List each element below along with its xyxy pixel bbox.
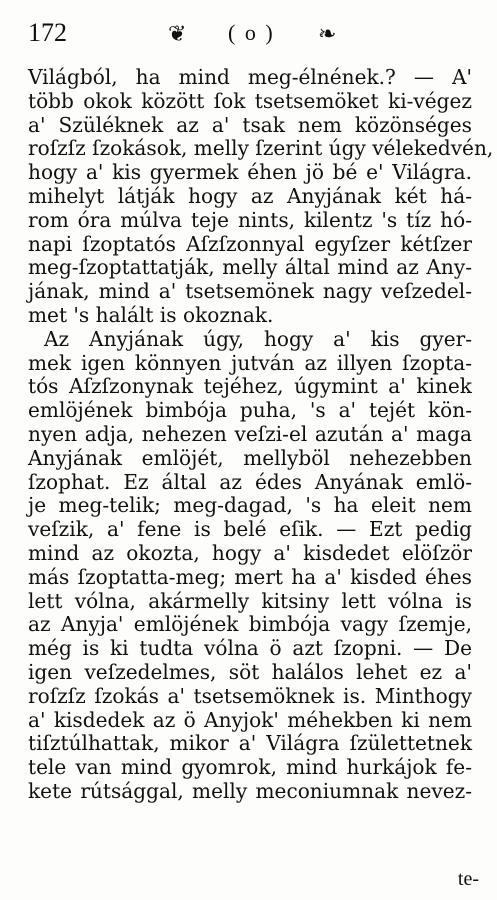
text-line: lett vólna, akármelly kitsiny lett vólna is — [28, 588, 472, 613]
ornament-right-icon: ❧ — [318, 22, 337, 47]
text-line: a' kisdedek az ö Anyjok' méhekben ki nem — [28, 707, 472, 732]
text-line: tele van mind gyomrok, mind hurkájok fe- — [28, 755, 472, 780]
signature-mark: ( o ) — [228, 20, 275, 45]
text-line: tiſztúlhattak, mikor a' Világra ſzülettetnek — [28, 731, 472, 756]
text-line: met 's halált is okoznak. — [28, 302, 274, 327]
text-line: a' Szüléknek az a' tsak nem közönséges — [28, 112, 472, 137]
text-line: nyen adja, nehezen veſzi-el azután a' maga — [28, 421, 472, 446]
page-number: 172 — [28, 18, 67, 47]
paragraph-start-line: Az Anyjának úgy, hogy a' kis gyer- — [44, 326, 472, 351]
text-line: igen veſzedelmes, söt halálos lehet ez a' — [28, 659, 472, 684]
text-line: emlöjének bimbója puha, 's a' tejét kön- — [28, 398, 472, 423]
text-line: mind az okozta, hogy a' kisdedet elöſzör — [28, 540, 472, 565]
text-line: roſzſz ſzokások, melly ſzerint úgy vélekedvén, — [28, 136, 494, 161]
body-text — [28, 65, 494, 804]
catchword: te- — [457, 868, 479, 890]
text-line: még is ki tudta vólna ö azt ſzopni. — De — [28, 636, 472, 661]
text-line: több okok között ſok tsetsemöket ki-végez — [28, 88, 472, 113]
text-line: tós Aſzſzonynak tejéhez, úgymint a' kinek — [28, 374, 472, 399]
text-line: veſzik, a' fene is belé eſik. — Ezt pedig — [28, 517, 472, 542]
text-line: roſzſz ſzokás a' tsetsemöknek is. Minthogy — [28, 683, 472, 708]
ornament-left-icon: ❦ — [168, 22, 187, 47]
text-line: Anyjának emlöjét, mellyböl nehezebben — [28, 445, 472, 470]
text-line: más ſzoptatta-meg; mert ha a' kisded éhes — [28, 564, 472, 589]
text-line: napi ſzoptatós Aſzſzonnyal egyſzer kétſzer — [28, 231, 472, 256]
page-header — [20, 14, 477, 54]
text-line: meg-ſzoptattatják, melly által mind az Any- — [28, 255, 472, 280]
text-line: jának, mind a' tsetsemönek nagy veſzedel- — [28, 279, 472, 304]
text-line: kete rútsággal, melly meconiumnak nevez- — [28, 778, 472, 803]
text-line: mihelyt látják hogy az Anyjának két há- — [28, 183, 472, 208]
text-line: az Anyja' emlöjének bimbója vagy ſzemje, — [28, 612, 472, 637]
text-line: hogy a' kis gyermek éhen jö bé e' Világra. — [28, 160, 472, 185]
text-line: ſzophat. Ez által az édes Anyának emlö- — [28, 469, 472, 494]
text-line: rom óra múlva teje nints, kilentz 's tíz hó- — [28, 207, 472, 232]
text-line: Világból, ha mind meg-élnének.? — A' — [28, 65, 472, 89]
text-line: mek igen könnyen jutván az illyen ſzopta- — [28, 350, 472, 375]
text-line: je meg-telik; meg-dagad, 's ha eleit nem — [28, 493, 472, 518]
